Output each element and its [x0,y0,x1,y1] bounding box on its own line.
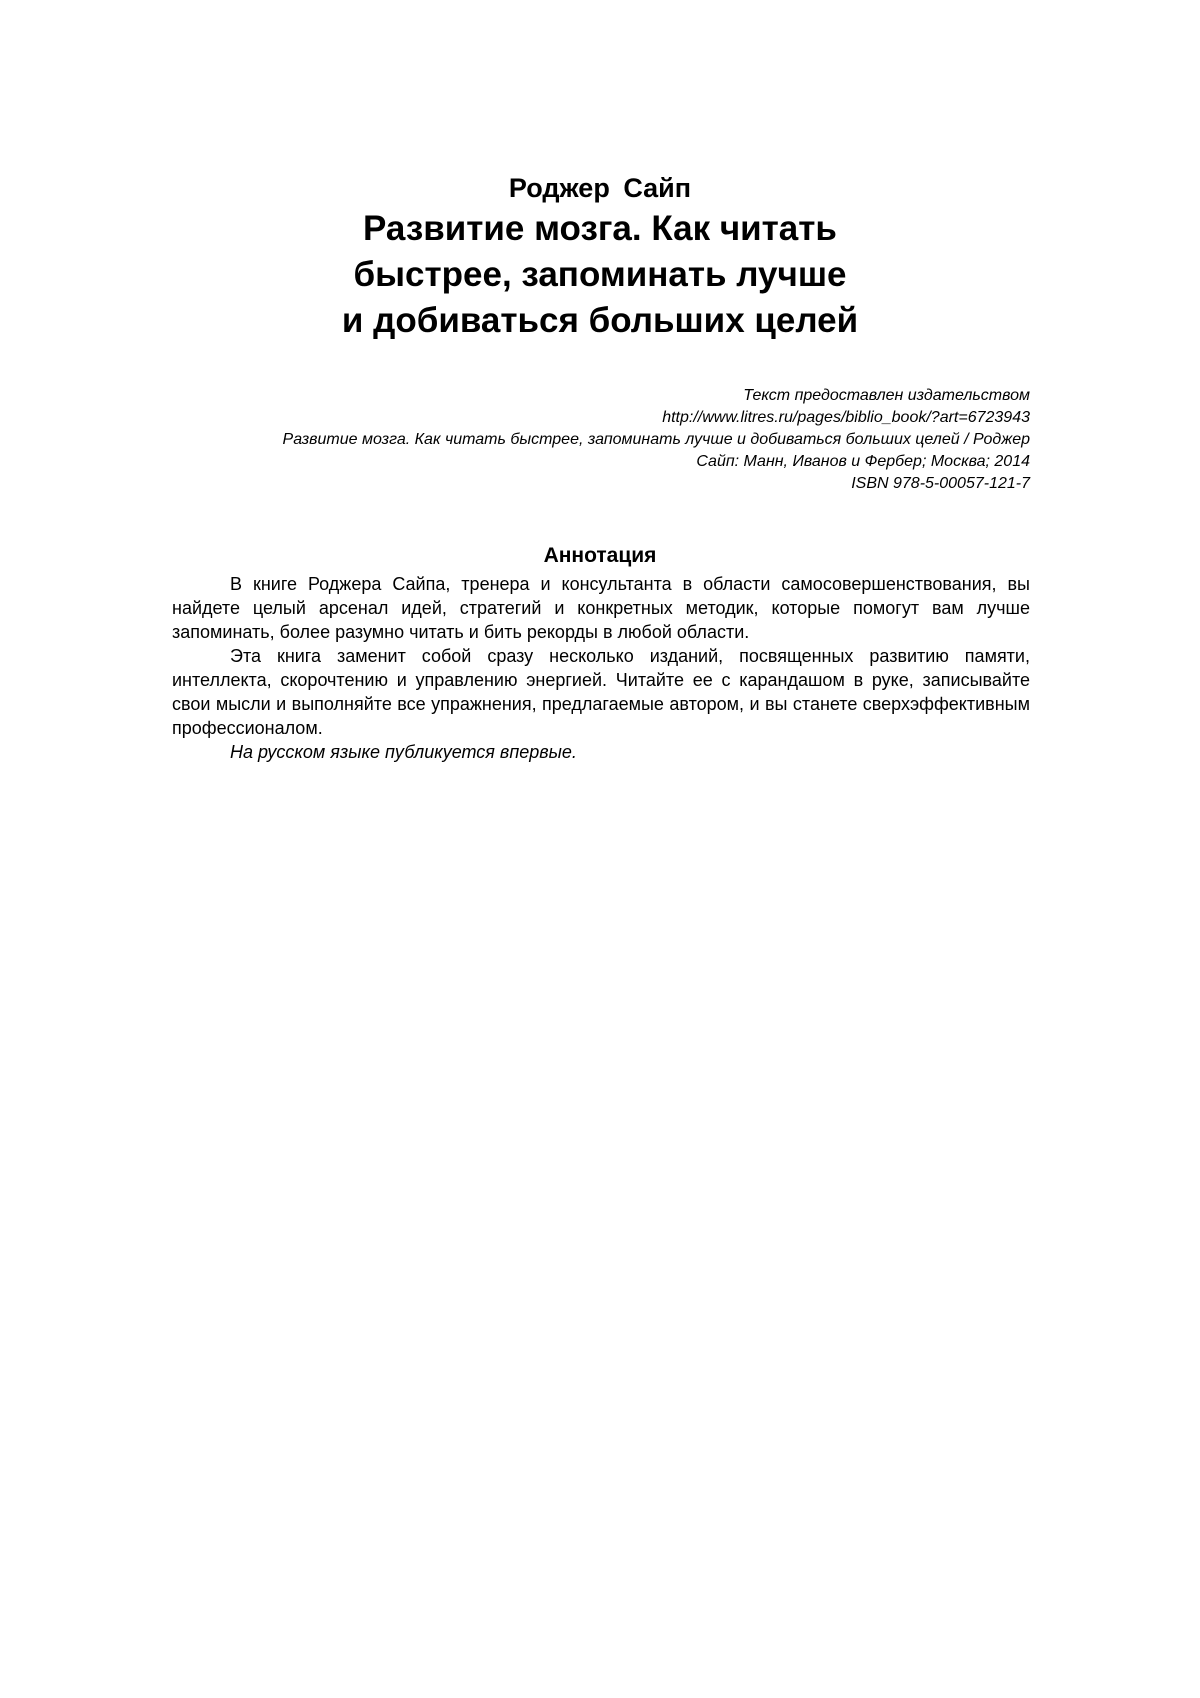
author-name: Роджер Сайп [508,173,692,203]
citation-line: Сайп: Манн, Иванов и Фербер; Москва; 2014 [696,453,1030,470]
book-title-line: Развитие мозга. Как читать [363,209,837,248]
citation-line: Развитие мозга. Как читать быстрее, запоминать лучше и добиваться больших целей / Роджер [282,431,1030,448]
isbn: ISBN 978-5-00057-121-7 [851,475,1030,492]
annotation-paragraph: В книге Роджера Сайпа, тренера и консультанта в области самосовершенствования, вы найдете целый арсенал идей, стратегий и конкретных методик, которые помогут вам лучше запоминать, более разумно читать и бить рекорды в любой области. [172,574,1030,642]
book-title [0,206,1200,344]
publisher-note: Текст предоставлен издательством [743,387,1030,404]
annotation-paragraph: На русском языке публикуется впервые. [230,742,577,762]
publication-info [170,385,1030,495]
annotation-heading: Аннотация [543,544,657,567]
book-title-line: быстрее, запоминать лучше [353,255,847,294]
book-title-line: и добиваться больших целей [341,301,859,340]
annotation-paragraph: Эта книга заменит собой сразу несколько изданий, посвященных развитию памяти, интеллекта, скорочтению и управлению энергией. Читайте ее с карандашом в руке, записывайте свои мысли и выполняйте все упражнения, предлагаемые автором, и вы станете сверхэффективным профессионалом. [172,646,1030,738]
source-url: http://www.litres.ru/pages/biblio_book/?art=6723943 [662,409,1030,426]
annotation-body [172,572,1030,764]
